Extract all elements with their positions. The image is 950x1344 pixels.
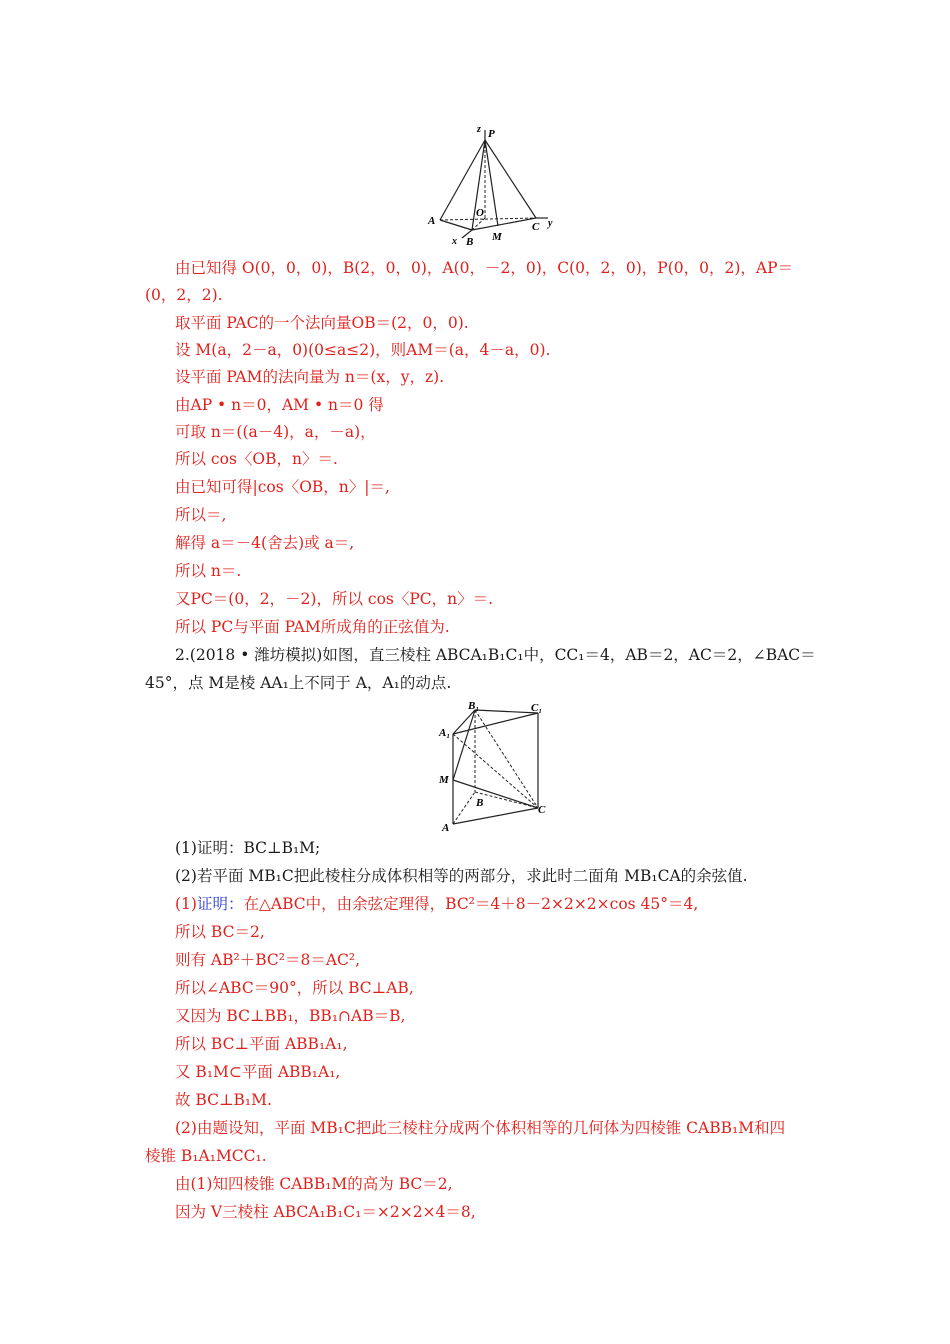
- text-line: 设 M(a，2－a，0)(0≤a≤2)，则AM＝(a，4－a，0).: [175, 341, 551, 359]
- label-P: P: [488, 128, 495, 140]
- problem-statement: 45°，点 M是棱 AA₁上不同于 A，A₁的动点.: [145, 674, 452, 692]
- text-line: 所以＝,: [175, 506, 227, 524]
- text-line: 所以 cos〈OB，n〉＝.: [175, 450, 338, 468]
- text-line: 所以∠ABC＝90°，所以 BC⊥AB,: [175, 979, 414, 997]
- text-line: 故 BC⊥B₁M.: [175, 1091, 272, 1109]
- text-line: 解得 a＝－4(舍去)或 a＝,: [175, 534, 355, 552]
- text-line: 又PC＝(0，2，－2)，所以 cos〈PC，n〉＝.: [175, 590, 494, 608]
- text-line: 因为 V三棱柱 ABCA₁B₁C₁＝×2×2×4＝8,: [175, 1203, 476, 1221]
- text-line: 取平面 PAC的一个法向量OB＝(2，0，0).: [175, 314, 469, 332]
- label-x: x: [452, 236, 457, 247]
- text-line: 又因为 BC⊥BB₁，BB₁∩AB＝B,: [175, 1007, 406, 1025]
- text-line: 可取 n＝((a－4)，a，－a)，: [175, 423, 376, 441]
- label-M: M: [439, 774, 449, 786]
- text-line: 由AP • n＝0，AM • n＝0 得: [175, 396, 384, 414]
- text-line: 所以 BC⊥平面 ABB₁A₁,: [175, 1035, 348, 1053]
- label-B1: B₁: [468, 700, 480, 712]
- label-A1: A₁: [439, 727, 451, 739]
- text-line: 棱锥 B₁A₁MCC₁.: [145, 1147, 267, 1165]
- prism-figure: [435, 700, 550, 835]
- question-1: (1)证明：BC⊥B₁M;: [175, 839, 321, 857]
- proof-label: 证明：: [196, 895, 244, 913]
- text-line: 由已知可得|cos〈OB，n〉|＝,: [175, 478, 390, 496]
- label-C1: C₁: [531, 702, 543, 714]
- label-M: M: [492, 231, 502, 243]
- label-O: O: [476, 207, 484, 219]
- text-line: 又 B₁M⊂平面 ABB₁A₁,: [175, 1063, 341, 1081]
- text-line: 设平面 PAM的法向量为 n＝(x，y，z).: [175, 368, 445, 386]
- text-line: 则有 AB²＋BC²＝8＝AC²,: [175, 951, 361, 969]
- text-line: (0，2，2).: [145, 286, 223, 304]
- label-B: B: [466, 236, 474, 248]
- text-line: 所以 n＝.: [175, 562, 242, 580]
- text-line: 由(1)知四棱锥 CABB₁M的高为 BC＝2,: [175, 1175, 453, 1193]
- label-A: A: [428, 215, 436, 227]
- label-y: y: [548, 218, 553, 229]
- label-z: z: [477, 124, 481, 135]
- label-C: C: [538, 804, 546, 816]
- pyramid-figure: [420, 120, 560, 250]
- proof-text: 在△ABC中，由余弦定理得，BC²＝4＋8－2×2×2×cos 45°＝4,: [243, 895, 699, 913]
- problem-statement: 2.(2018 • 潍坊模拟)如图，直三棱柱 ABCA₁B₁C₁中，CC₁＝4，AB＝2，AC＝2，∠BAC＝: [175, 646, 816, 664]
- proof-line: [175, 894, 698, 914]
- text-line: 所以 PC与平面 PAM所成角的正弦值为.: [175, 618, 450, 636]
- proof-prefix: (1): [175, 895, 197, 913]
- label-B: B: [476, 797, 484, 809]
- text-line: (2)由题设知，平面 MB₁C把此三棱柱分成两个体积相等的几何体为四棱锥 CABB₁M和四: [175, 1119, 786, 1137]
- text-line: 由已知得 O(0，0，0)，B(2，0，0)，A(0，－2，0)，C(0，2，0)，P(0，0，2)，AP＝: [175, 259, 794, 277]
- text-line: 所以 BC＝2,: [175, 923, 265, 941]
- label-C: C: [532, 221, 540, 233]
- label-A: A: [442, 822, 450, 834]
- question-2: (2)若平面 MB₁C把此棱柱分成体积相等的两部分，求此时二面角 MB₁CA的余弦值.: [175, 867, 748, 885]
